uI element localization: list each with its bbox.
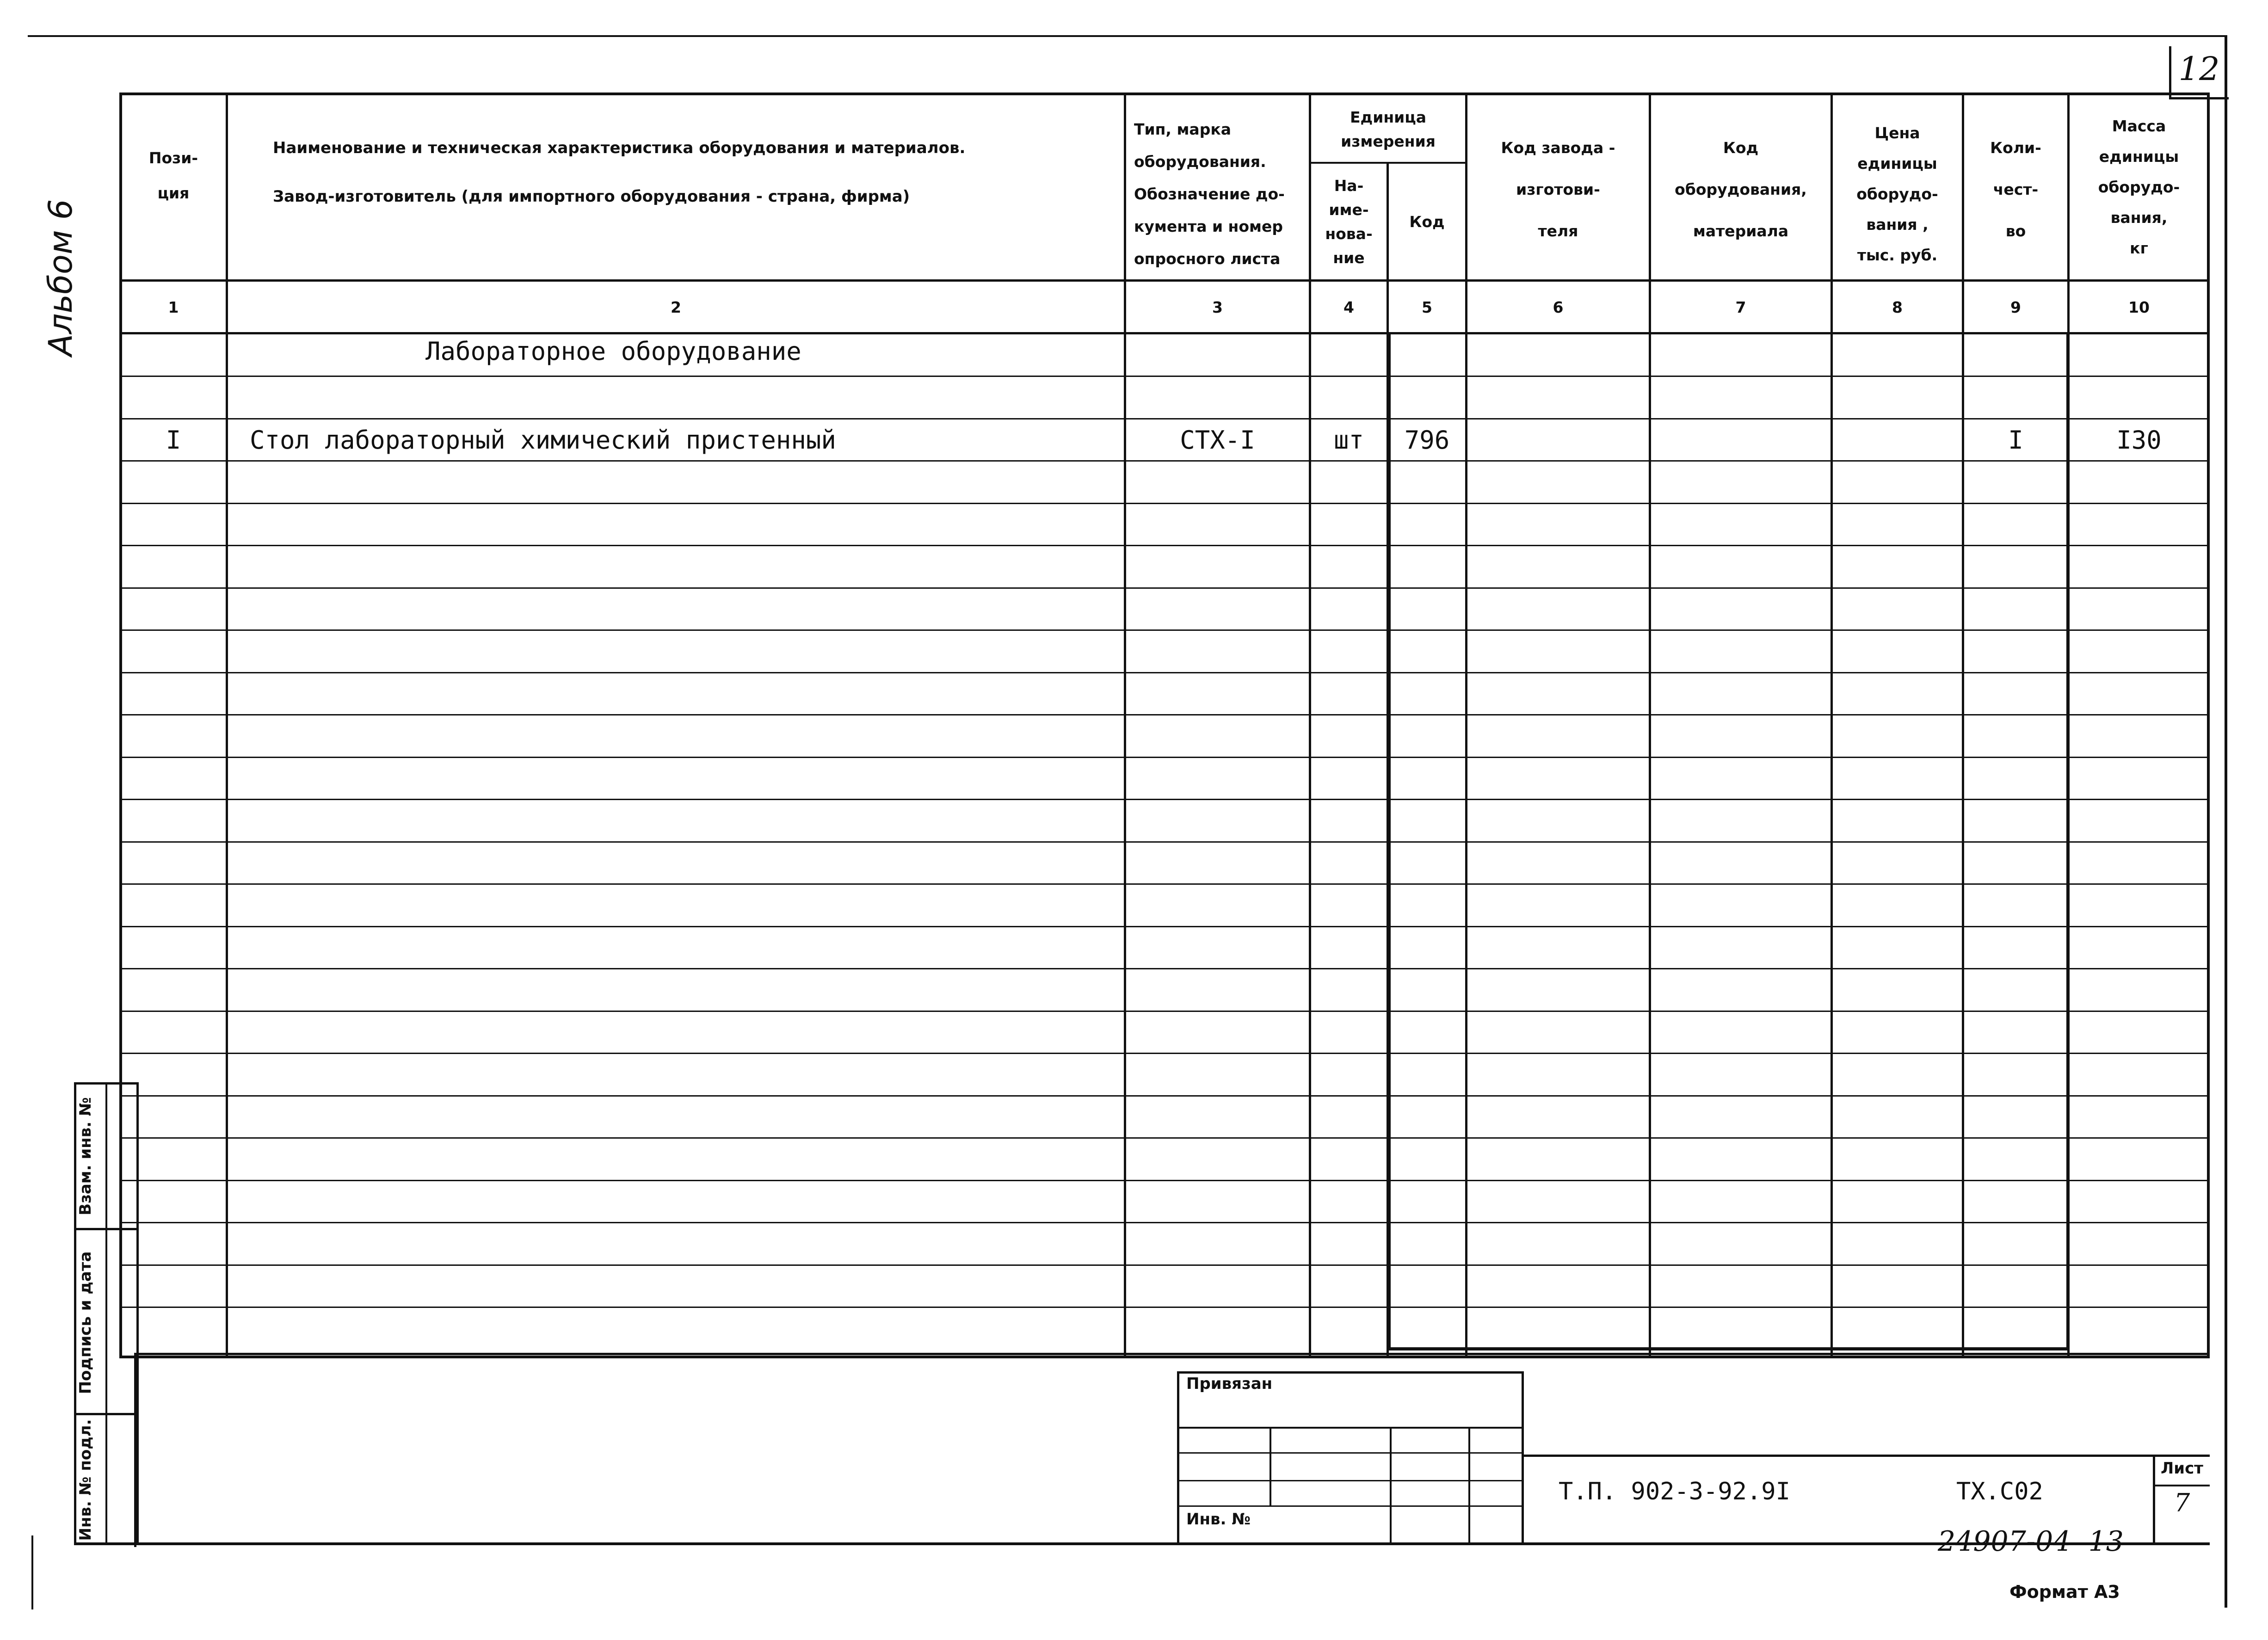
row-line-22 xyxy=(121,1264,2207,1266)
row-line-18 xyxy=(121,1095,2207,1097)
bold-block-left xyxy=(1387,332,1391,1350)
col-number-4: 4 xyxy=(1344,298,1354,316)
doc-code: ТХ.С02 xyxy=(1956,1478,2043,1505)
unit-group-split-line xyxy=(1309,162,1465,164)
tb-line-2 xyxy=(1177,1452,1524,1454)
row-line-13 xyxy=(121,883,2207,885)
row-1-mass: I30 xyxy=(2116,425,2162,455)
row-line-21 xyxy=(121,1222,2207,1223)
format-label: Формат А3 xyxy=(2009,1582,2120,1602)
row-1-position: I xyxy=(166,425,181,455)
list-box-split xyxy=(2153,1485,2210,1486)
row-line-15 xyxy=(121,968,2207,969)
row-1-quantity: I xyxy=(2008,425,2023,455)
col-number-3: 3 xyxy=(1212,298,1223,316)
bottom-left-frame xyxy=(134,1353,136,1547)
row-line-14 xyxy=(121,926,2207,927)
row-1-unit-name: шт xyxy=(1333,425,1364,455)
inv-no-label: Инв. № xyxy=(1186,1510,1251,1529)
header-col-unit-name: На- име- нова- ние xyxy=(1325,177,1373,267)
row-1-type: СТХ-I xyxy=(1180,425,1255,455)
row-line-20 xyxy=(121,1180,2207,1181)
doc-number: Т.П. 902-3-92.9I xyxy=(1559,1478,1790,1505)
col-number-8: 8 xyxy=(1892,298,1903,316)
side-stamp-vzam: Взам. инв. № xyxy=(76,1097,95,1215)
right-border-line xyxy=(2225,35,2227,1608)
row-line-9 xyxy=(121,714,2207,715)
list-label: Лист xyxy=(2161,1459,2203,1478)
left-border-line xyxy=(31,1535,33,1609)
tb-line-3 xyxy=(1177,1480,1524,1481)
handwritten-number: 24907-04 13 xyxy=(1938,1525,2124,1558)
header-col-position: Пози- ция xyxy=(148,149,198,202)
list-value: 7 xyxy=(2174,1488,2190,1517)
row-1-unit-code: 796 xyxy=(1404,425,1450,455)
col-number-5: 5 xyxy=(1422,298,1432,316)
header-col-factory-code: Код завода - изготови- теля xyxy=(1501,139,1615,240)
side-stamp-inv: Инв. № подл. xyxy=(76,1419,95,1541)
top-border-line xyxy=(28,35,2225,37)
corner-number: 12 xyxy=(2178,50,2220,88)
row-line-1 xyxy=(121,376,2207,377)
header-col-name-line1: Наименование и техническая характеристика оборудования и материалов. xyxy=(273,139,966,157)
row-line-16 xyxy=(121,1011,2207,1012)
tb-line-1 xyxy=(1177,1427,1524,1429)
row-line-3 xyxy=(121,460,2207,462)
tb-vline-3 xyxy=(1468,1427,1470,1545)
row-line-12 xyxy=(121,841,2207,843)
col-number-1: 1 xyxy=(168,298,179,316)
col-number-7: 7 xyxy=(1735,298,1746,316)
row-line-19 xyxy=(121,1137,2207,1139)
header-col-equipment-code: Код оборудования, материала xyxy=(1675,139,1807,240)
header-col-quantity: Коли- чест- во xyxy=(1990,139,2041,240)
col-number-9: 9 xyxy=(2010,298,2021,316)
header-bottom-line xyxy=(119,279,2210,282)
tb-line-4 xyxy=(1177,1505,1524,1507)
row-1-name: Стол лабораторный химический пристенный xyxy=(250,425,836,455)
col-number-6: 6 xyxy=(1553,298,1564,316)
binding-label: Привязан xyxy=(1186,1375,1273,1393)
header-col-mass: Масса единицы оборудо- вания, кг xyxy=(2098,117,2180,257)
row-line-8 xyxy=(121,672,2207,673)
row-line-17 xyxy=(121,1053,2207,1054)
header-col-price: Цена единицы оборудо- вания , тыс. руб. xyxy=(1856,124,1938,264)
section-title: Лабораторное оборудование xyxy=(425,337,801,366)
row-line-23 xyxy=(121,1307,2207,1308)
row-line-2 xyxy=(121,418,2207,419)
row-line-7 xyxy=(121,629,2207,631)
header-col-type: Тип, марка оборудования. Обозначение до- кумента и номер опросного листа xyxy=(1134,120,1285,268)
row-line-4 xyxy=(121,503,2207,504)
header-col-name-line2: Завод-изготовитель (для импортного оборудования - страна, фирма) xyxy=(273,187,910,206)
doc-code-top-line xyxy=(1524,1455,2210,1457)
album-label: Альбом 6 xyxy=(42,199,80,356)
bottom-frame-line xyxy=(74,1542,2210,1545)
col-divider-1 xyxy=(226,92,228,1358)
side-stamp-split xyxy=(105,1082,107,1545)
header-col-unit-code: Код xyxy=(1409,213,1445,231)
col-divider-2 xyxy=(1124,92,1126,1358)
col-divider-3 xyxy=(1309,92,1311,1358)
row-line-6 xyxy=(121,587,2207,589)
header-col-unit-group: Единица измерения xyxy=(1341,108,1436,150)
row-line-5 xyxy=(121,545,2207,546)
table-bottom-line xyxy=(134,1353,2210,1355)
row-line-10 xyxy=(121,757,2207,758)
row-line-11 xyxy=(121,799,2207,800)
col-number-2: 2 xyxy=(671,298,681,316)
col-number-10: 10 xyxy=(2128,298,2150,316)
tb-vline-2 xyxy=(1390,1427,1392,1545)
tb-vline-1 xyxy=(1270,1427,1271,1505)
side-stamp-podpis: Подпись и дата xyxy=(76,1251,95,1394)
